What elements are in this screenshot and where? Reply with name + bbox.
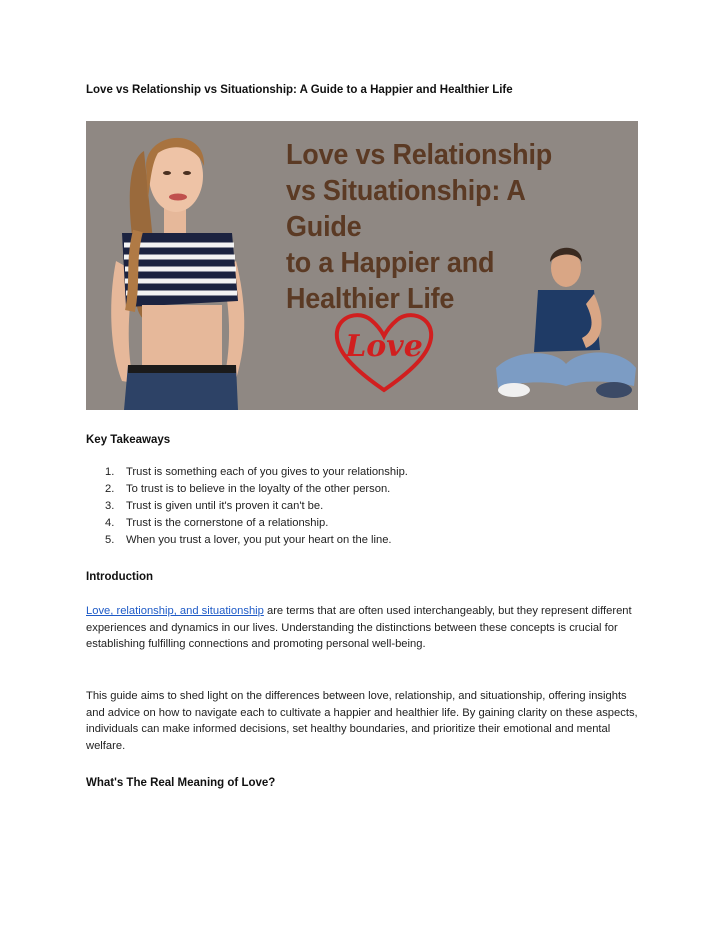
list-number: 4. [105, 517, 115, 529]
list-item [105, 464, 408, 481]
key-takeaways-heading: Key Takeaways [86, 434, 171, 446]
intro-link[interactable]: Love, relationship, and situationship [86, 605, 264, 617]
document-title: Love vs Relationship vs Situationship: A Guide to a Happier and Healthier Life [86, 84, 513, 96]
list-text: Trust is something each of you gives to your relationship. [126, 466, 408, 478]
list-number: 5. [105, 534, 115, 546]
intro-paragraph-1-text: are terms that are often used interchangeably, but they represent different experiences and dynamics in our lives. Understanding the distinctions between these concepts is crucial for establishing fulfilling connections and promoting personal well-being. [86, 605, 632, 650]
banner-headline-line: Love vs Relationship [286, 139, 553, 171]
list-text: Trust is the cornerstone of a relationship. [126, 517, 329, 529]
list-text: When you trust a lover, you put your heart on the line. [126, 534, 392, 546]
banner-image [86, 121, 638, 410]
list-item [105, 515, 408, 532]
list-number: 2. [105, 483, 115, 495]
woman-figure [86, 121, 286, 410]
list-text: To trust is to believe in the loyalty of the other person. [126, 483, 391, 495]
man-figure [486, 240, 636, 410]
heart-text: Love [345, 329, 423, 364]
introduction-paragraph-2: This guide aims to shed light on the differences between love, relationship, and situationship, offering insights and advice on how to navigate each to cultivate a happier and healthier life. By gaining clarity on these aspects, individuals can make informed decisions, set healthy boundaries, and prioritize their emotional and mental welfare. [86, 690, 638, 752]
list-item [105, 481, 408, 498]
banner-headline-line: to a Happier and [286, 247, 495, 279]
list-number: 1. [105, 466, 115, 478]
banner-headline-line: Healthier Life [286, 283, 455, 315]
list-item [105, 498, 408, 515]
key-takeaways-list [105, 464, 408, 549]
list-text: Trust is given until it's proven it can't be. [126, 500, 324, 512]
introduction-paragraph-1 [86, 603, 642, 653]
list-number: 3. [105, 500, 115, 512]
love-heart-icon [329, 306, 439, 396]
love-meaning-heading: What's The Real Meaning of Love? [86, 777, 276, 789]
introduction-heading: Introduction [86, 571, 154, 583]
list-item [105, 532, 408, 549]
banner-headline-line: vs Situationship: A Guide [286, 175, 525, 243]
